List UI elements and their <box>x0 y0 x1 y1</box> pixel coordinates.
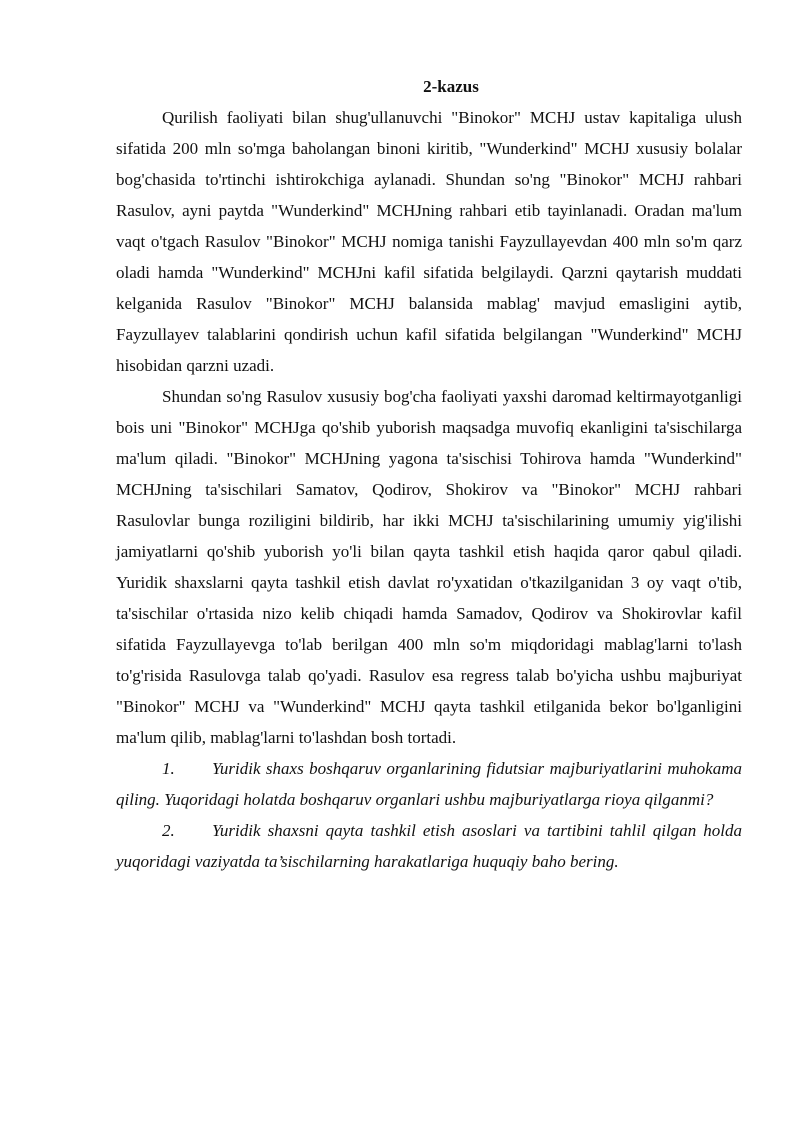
question-1 <box>116 753 742 815</box>
question-2 <box>116 815 742 877</box>
question-text: Yuridik shaxs boshqaruv organlarining fidutsiar majburiyatlarini muhokama qiling. Yuqoridagi holatda boshqaruv organlari ushbu majburiyatlarga rioya qilganmi? <box>116 759 742 809</box>
question-text: Yuridik shaxsni qayta tashkil etish asoslari va tartibini tahlil qilgan holda yuqoridagi vaziyatda ta’sischilarning harakatlariga huquqiy baho bering. <box>116 821 742 871</box>
case-title: 2-kazus <box>423 77 479 96</box>
case-paragraph-1: Qurilish faoliyati bilan shug'ullanuvchi "Binokor" MCHJ ustav kapitaliga ulush sifatida 200 mln so'mga baholangan binoni kiritib, "Wunderkind" MCHJ xususiy bolalar bog'chasida to'rtinchi ishtirokchiga aylanadi. Shundan so'ng "Binokor" MCHJ rahbari Rasulov, ayni paytda "Wunderkind" MCHJning rahbari etib tayinlanadi. Oradan ma'lum vaqt o'tgach Rasulov "Binokor" MCHJ nomiga tanishi Fayzullayevdan 400 mln so'm qarz oladi hamda "Wunderkind" MCHJni kafil sifatida belgilaydi. Qarzni qaytarish muddati kelganida Rasulov "Binokor" MCHJ balansida mablag' mavjud emasligini aytib, Fayzullayev talablarini qondirish uchun kafil sifatida belgilangan "Wunderkind" MCHJ hisobidan qarzni uzadi. <box>116 108 742 375</box>
case-paragraph-2: Shundan so'ng Rasulov xususiy bog'cha faoliyati yaxshi daromad keltirmayotganligi bois uni "Binokor" MCHJga qo'shib yuborish maqsadga muvofiq ekanligini ta'sischilarga ma'lum qiladi. "Binokor" MCHJning yagona ta'sischisi Tohirova hamda "Wunderkind" MCHJning ta'sischilari Samatov, Qodirov, Shokirov va "Binokor" MCHJ rahbari Rasulovlar bunga roziligini bildirib, har ikki MCHJ ta'sischilarining umumiy yig'ilishi jamiyatlarni qo'shib yuborish yo'li bilan qayta tashkil etish haqida qaror qabul qiladi. Yuridik shaxslarni qayta tashkil etish davlat ro'yxatidan o'tkazilganidan 3 oy vaqt o'tib, ta'sischilar o'rtasida nizo kelib chiqadi hamda Samadov, Qodirov va Shokirovlar kafil sifatida Fayzullayevga to'lab berilgan 400 mln so'm miqdoridagi mablag'larni to'lash to'g'risida Rasulovga talab qo'yadi. Rasulov esa regress talab bo'yicha ushbu majburiyat "Binokor" MCHJ va "Wunderkind" MCHJ qayta tashkil etilganida bekor bo'lganligini ma'lum qilib, mablag'larni to'lashdan bosh tortadi. <box>116 387 742 747</box>
question-number: 2. <box>162 821 175 840</box>
question-number: 1. <box>162 759 175 778</box>
document-page <box>116 76 742 877</box>
